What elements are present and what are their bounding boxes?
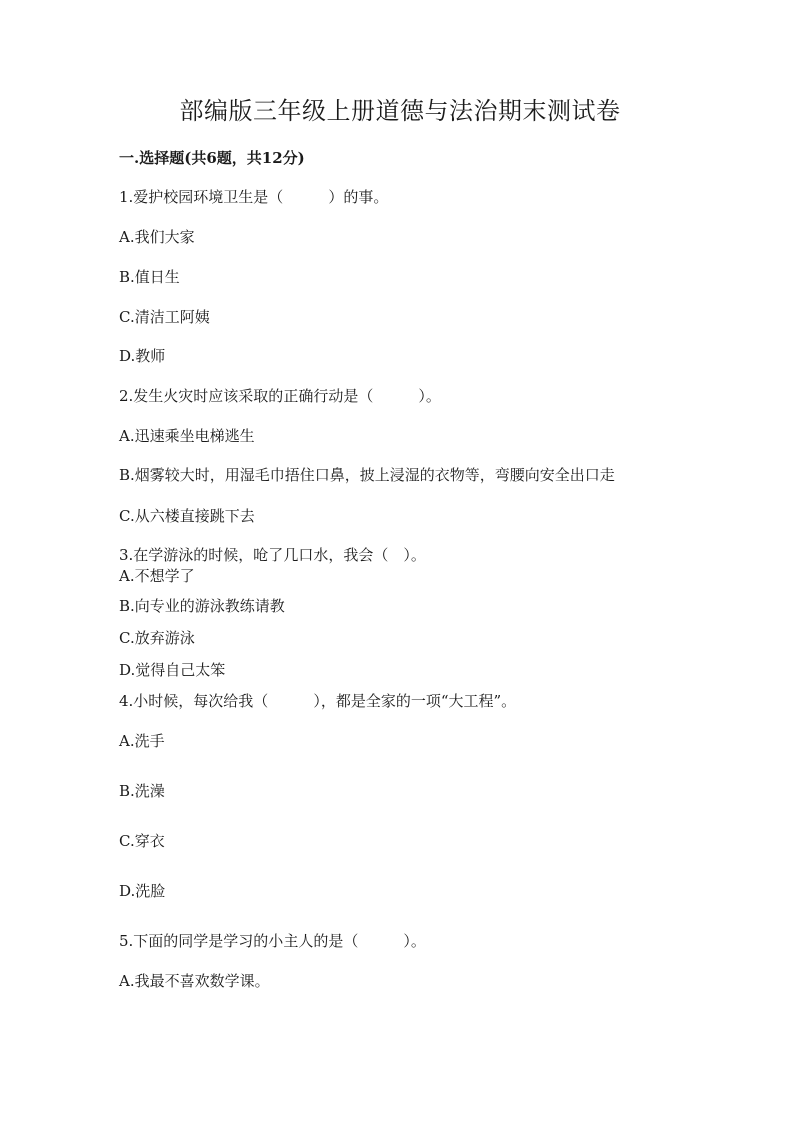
- question-4-stem: 4.小时候，每次给我（ ），都是全家的一项“大工程”。: [119, 692, 517, 710]
- question-2-option-b: B.烟雾较大时，用湿毛巾捂住口鼻，披上浸湿的衣物等，弯腰向安全出口走: [119, 466, 615, 484]
- question-1-stem: 1.爱护校园环境卫生是（ ）的事。: [119, 188, 389, 206]
- page-title: 部编版三年级上册道德与法治期末测试卷: [179, 97, 621, 125]
- question-3-option-a: A.不想学了: [119, 567, 195, 585]
- question-3-option-b: B.向专业的游泳教练请教: [119, 597, 285, 615]
- question-3-option-c: C.放弃游泳: [119, 629, 195, 647]
- question-1-option-c: C.清洁工阿姨: [119, 308, 210, 326]
- question-1-option-a: A.我们大家: [119, 228, 195, 246]
- question-2-option-a: A.迅速乘坐电梯逃生: [119, 427, 255, 445]
- question-2-option-c: C.从六楼直接跳下去: [119, 507, 255, 525]
- question-3-option-d: D.觉得自己太笨: [119, 661, 226, 679]
- question-4-option-a: A.洗手: [119, 732, 165, 750]
- question-3-stem: 3.在学游泳的时候，呛了几口水，我会（ ）。: [119, 546, 426, 564]
- section-heading: 一.选择题(共6题，共12分): [119, 149, 305, 167]
- question-5-option-a: A.我最不喜欢数学课。: [119, 972, 270, 990]
- question-5-stem: 5.下面的同学是学习的小主人的是（ ）。: [119, 932, 426, 950]
- question-1-option-b: B.值日生: [119, 268, 180, 286]
- question-2-stem: 2.发生火灾时应该采取的正确行动是（ ）。: [119, 387, 441, 405]
- question-1-option-d: D.教师: [119, 347, 166, 365]
- question-4-option-c: C.穿衣: [119, 832, 165, 850]
- question-4-option-b: B.洗澡: [119, 782, 165, 800]
- question-4-option-d: D.洗脸: [119, 882, 166, 900]
